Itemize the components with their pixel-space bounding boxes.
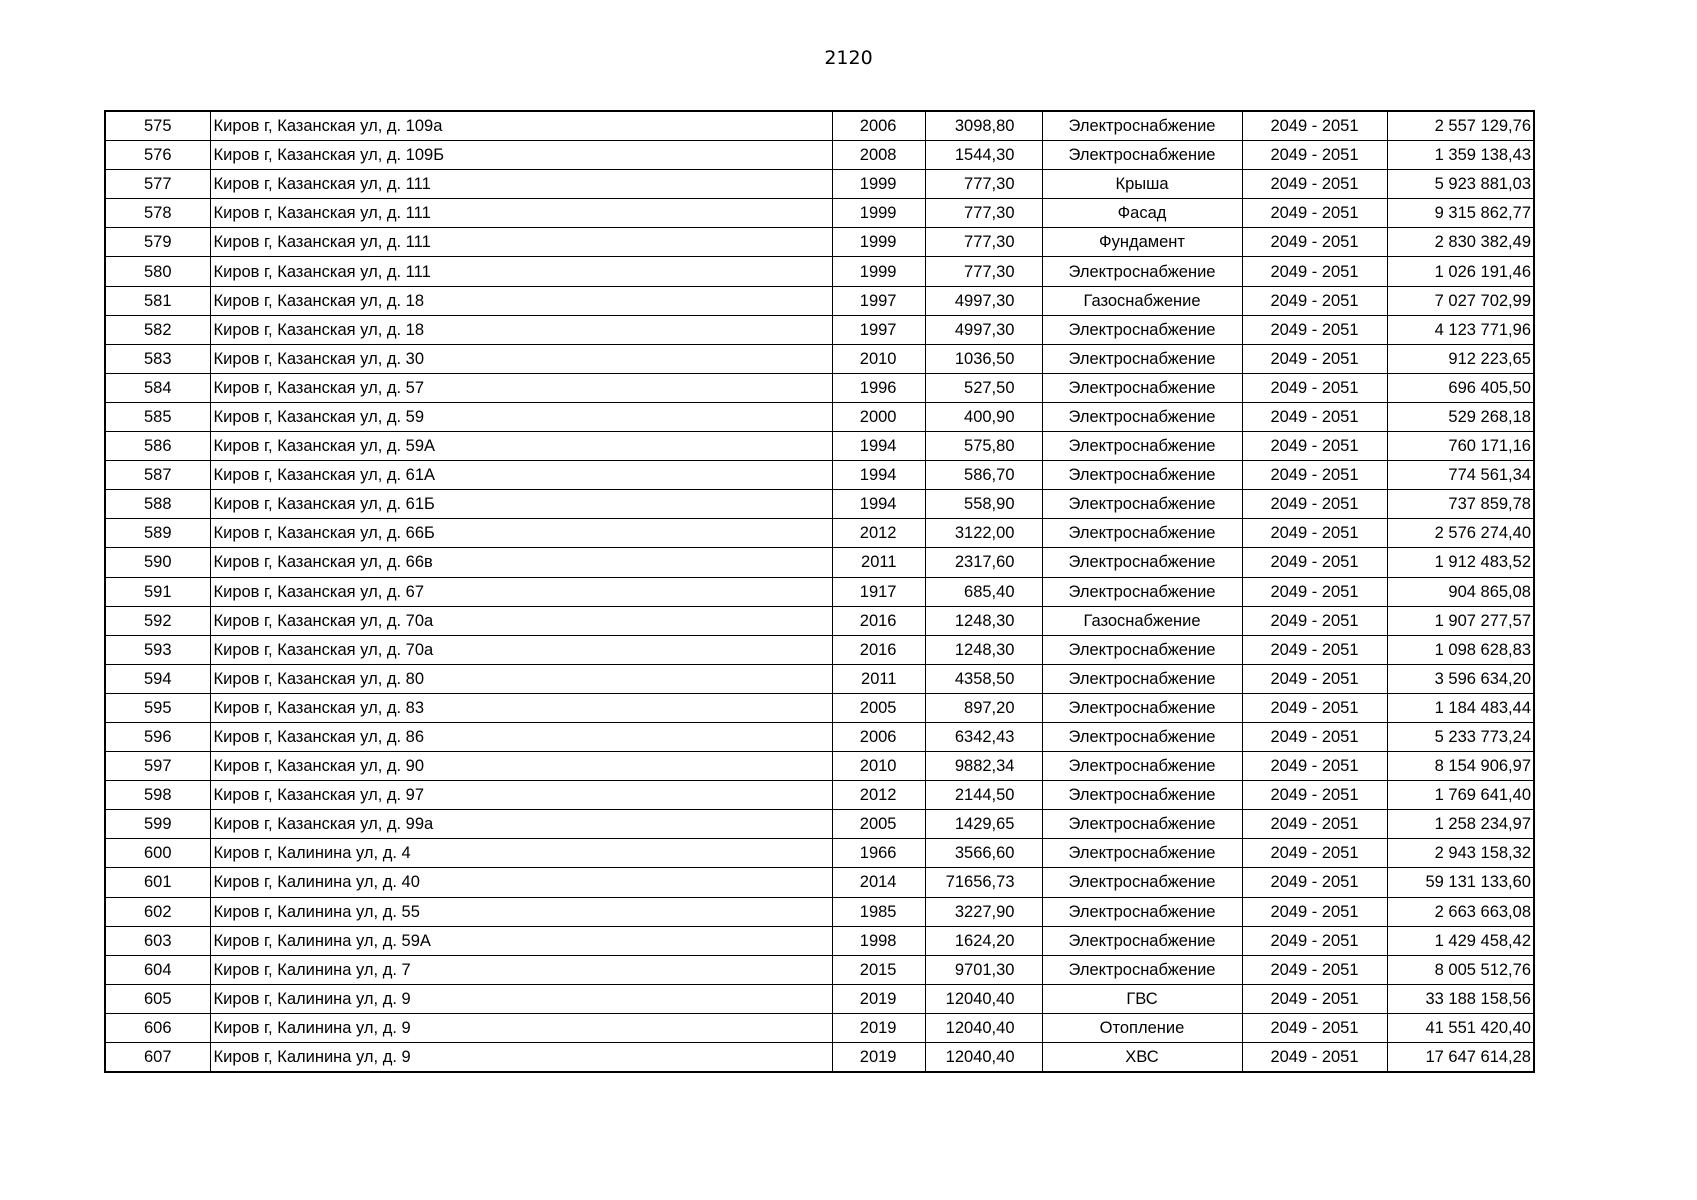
work-type-cell: Электроснабжение [1042, 635, 1242, 664]
row-number: 595 [105, 693, 210, 722]
address-cell: Киров г, Казанская ул, д. 61Б [210, 490, 832, 519]
period-cell: 2049 - 2051 [1242, 926, 1387, 955]
year-cell: 2012 [832, 781, 925, 810]
address-cell: Киров г, Казанская ул, д. 111 [210, 257, 832, 286]
registry-table-body [105, 111, 1534, 1072]
area-cell: 4997,30 [925, 286, 1042, 315]
work-type-cell: Электроснабжение [1042, 897, 1242, 926]
row-number: 578 [105, 199, 210, 228]
area-cell: 4358,50 [925, 664, 1042, 693]
table-row [105, 170, 1534, 199]
area-cell: 575,80 [925, 432, 1042, 461]
work-type-cell: Газоснабжение [1042, 286, 1242, 315]
work-type-cell: Электроснабжение [1042, 141, 1242, 170]
address-cell: Киров г, Казанская ул, д. 18 [210, 286, 832, 315]
year-cell: 2019 [832, 1013, 925, 1042]
row-number: 583 [105, 344, 210, 373]
cost-cell: 5 233 773,24 [1387, 722, 1534, 751]
area-cell: 586,70 [925, 461, 1042, 490]
row-number: 588 [105, 490, 210, 519]
year-cell: 2019 [832, 984, 925, 1013]
row-number: 581 [105, 286, 210, 315]
cost-cell: 1 912 483,52 [1387, 548, 1534, 577]
period-cell: 2049 - 2051 [1242, 1043, 1387, 1073]
table-row [105, 781, 1534, 810]
row-number: 598 [105, 781, 210, 810]
work-type-cell: Электроснабжение [1042, 461, 1242, 490]
year-cell: 2011 [832, 548, 925, 577]
period-cell: 2049 - 2051 [1242, 693, 1387, 722]
table-row [105, 111, 1534, 141]
period-cell: 2049 - 2051 [1242, 170, 1387, 199]
cost-cell: 59 131 133,60 [1387, 868, 1534, 897]
row-number: 600 [105, 839, 210, 868]
row-number: 593 [105, 635, 210, 664]
table-row [105, 548, 1534, 577]
cost-cell: 904 865,08 [1387, 577, 1534, 606]
cost-cell: 4 123 771,96 [1387, 315, 1534, 344]
work-type-cell: Электроснабжение [1042, 722, 1242, 751]
table-row [105, 693, 1534, 722]
address-cell: Киров г, Казанская ул, д. 59А [210, 432, 832, 461]
period-cell: 2049 - 2051 [1242, 839, 1387, 868]
year-cell: 2016 [832, 635, 925, 664]
table-row [105, 635, 1534, 664]
table-row [105, 199, 1534, 228]
work-type-cell: Электроснабжение [1042, 810, 1242, 839]
address-cell: Киров г, Казанская ул, д. 109а [210, 111, 832, 141]
year-cell: 2005 [832, 810, 925, 839]
address-cell: Киров г, Казанская ул, д. 83 [210, 693, 832, 722]
period-cell: 2049 - 2051 [1242, 432, 1387, 461]
period-cell: 2049 - 2051 [1242, 199, 1387, 228]
year-cell: 1999 [832, 257, 925, 286]
period-cell: 2049 - 2051 [1242, 868, 1387, 897]
cost-cell: 2 576 274,40 [1387, 519, 1534, 548]
cost-cell: 5 923 881,03 [1387, 170, 1534, 199]
work-type-cell: Электроснабжение [1042, 752, 1242, 781]
period-cell: 2049 - 2051 [1242, 752, 1387, 781]
area-cell: 777,30 [925, 228, 1042, 257]
year-cell: 1997 [832, 315, 925, 344]
table-row [105, 955, 1534, 984]
table-row [105, 984, 1534, 1013]
area-cell: 71656,73 [925, 868, 1042, 897]
year-cell: 2015 [832, 955, 925, 984]
address-cell: Киров г, Калинина ул, д. 9 [210, 1043, 832, 1073]
cost-cell: 1 429 458,42 [1387, 926, 1534, 955]
year-cell: 2011 [832, 664, 925, 693]
table-row [105, 315, 1534, 344]
year-cell: 1998 [832, 926, 925, 955]
area-cell: 1429,65 [925, 810, 1042, 839]
cost-cell: 1 026 191,46 [1387, 257, 1534, 286]
row-number: 575 [105, 111, 210, 141]
row-number: 590 [105, 548, 210, 577]
table-row [105, 1013, 1534, 1042]
work-type-cell: Электроснабжение [1042, 839, 1242, 868]
page-number: 2120 [824, 47, 873, 69]
year-cell: 2010 [832, 752, 925, 781]
period-cell: 2049 - 2051 [1242, 461, 1387, 490]
period-cell: 2049 - 2051 [1242, 810, 1387, 839]
row-number: 577 [105, 170, 210, 199]
table-row [105, 373, 1534, 402]
row-number: 585 [105, 402, 210, 431]
row-number: 597 [105, 752, 210, 781]
work-type-cell: Газоснабжение [1042, 606, 1242, 635]
table-row [105, 897, 1534, 926]
address-cell: Киров г, Казанская ул, д. 109Б [210, 141, 832, 170]
row-number: 579 [105, 228, 210, 257]
period-cell: 2049 - 2051 [1242, 577, 1387, 606]
year-cell: 2008 [832, 141, 925, 170]
cost-cell: 1 769 641,40 [1387, 781, 1534, 810]
table-row [105, 577, 1534, 606]
year-cell: 2014 [832, 868, 925, 897]
cost-cell: 2 557 129,76 [1387, 111, 1534, 141]
year-cell: 1999 [832, 170, 925, 199]
address-cell: Киров г, Калинина ул, д. 59А [210, 926, 832, 955]
cost-cell: 2 663 663,08 [1387, 897, 1534, 926]
period-cell: 2049 - 2051 [1242, 664, 1387, 693]
period-cell: 2049 - 2051 [1242, 955, 1387, 984]
year-cell: 2010 [832, 344, 925, 373]
cost-cell: 7 027 702,99 [1387, 286, 1534, 315]
row-number: 599 [105, 810, 210, 839]
row-number: 594 [105, 664, 210, 693]
cost-cell: 737 859,78 [1387, 490, 1534, 519]
row-number: 602 [105, 897, 210, 926]
row-number: 601 [105, 868, 210, 897]
row-number: 603 [105, 926, 210, 955]
address-cell: Киров г, Казанская ул, д. 61А [210, 461, 832, 490]
address-cell: Киров г, Калинина ул, д. 9 [210, 1013, 832, 1042]
row-number: 592 [105, 606, 210, 635]
row-number: 606 [105, 1013, 210, 1042]
area-cell: 12040,40 [925, 1013, 1042, 1042]
table-row [105, 810, 1534, 839]
table-row [105, 519, 1534, 548]
address-cell: Киров г, Казанская ул, д. 67 [210, 577, 832, 606]
work-type-cell: Электроснабжение [1042, 577, 1242, 606]
year-cell: 2019 [832, 1043, 925, 1073]
address-cell: Киров г, Казанская ул, д. 70а [210, 635, 832, 664]
period-cell: 2049 - 2051 [1242, 722, 1387, 751]
area-cell: 2144,50 [925, 781, 1042, 810]
area-cell: 777,30 [925, 257, 1042, 286]
table-row [105, 490, 1534, 519]
year-cell: 1985 [832, 897, 925, 926]
period-cell: 2049 - 2051 [1242, 1013, 1387, 1042]
row-number: 605 [105, 984, 210, 1013]
period-cell: 2049 - 2051 [1242, 315, 1387, 344]
work-type-cell: Электроснабжение [1042, 519, 1242, 548]
period-cell: 2049 - 2051 [1242, 286, 1387, 315]
year-cell: 2006 [832, 111, 925, 141]
work-type-cell: ГВС [1042, 984, 1242, 1013]
period-cell: 2049 - 2051 [1242, 548, 1387, 577]
registry-table [104, 110, 1535, 1073]
area-cell: 12040,40 [925, 1043, 1042, 1073]
table-row [105, 868, 1534, 897]
area-cell: 685,40 [925, 577, 1042, 606]
table-row [105, 1043, 1534, 1073]
table-row [105, 141, 1534, 170]
address-cell: Киров г, Калинина ул, д. 40 [210, 868, 832, 897]
year-cell: 1999 [832, 228, 925, 257]
work-type-cell: Электроснабжение [1042, 693, 1242, 722]
address-cell: Киров г, Казанская ул, д. 111 [210, 170, 832, 199]
cost-cell: 529 268,18 [1387, 402, 1534, 431]
year-cell: 1997 [832, 286, 925, 315]
period-cell: 2049 - 2051 [1242, 781, 1387, 810]
cost-cell: 2 943 158,32 [1387, 839, 1534, 868]
address-cell: Киров г, Казанская ул, д. 86 [210, 722, 832, 751]
address-cell: Киров г, Калинина ул, д. 9 [210, 984, 832, 1013]
area-cell: 12040,40 [925, 984, 1042, 1013]
period-cell: 2049 - 2051 [1242, 519, 1387, 548]
cost-cell: 3 596 634,20 [1387, 664, 1534, 693]
work-type-cell: ХВС [1042, 1043, 1242, 1073]
address-cell: Киров г, Казанская ул, д. 57 [210, 373, 832, 402]
work-type-cell: Отопление [1042, 1013, 1242, 1042]
year-cell: 2000 [832, 402, 925, 431]
area-cell: 777,30 [925, 170, 1042, 199]
area-cell: 3122,00 [925, 519, 1042, 548]
row-number: 589 [105, 519, 210, 548]
cost-cell: 1 098 628,83 [1387, 635, 1534, 664]
cost-cell: 1 184 483,44 [1387, 693, 1534, 722]
work-type-cell: Крыша [1042, 170, 1242, 199]
area-cell: 1544,30 [925, 141, 1042, 170]
area-cell: 897,20 [925, 693, 1042, 722]
year-cell: 2006 [832, 722, 925, 751]
year-cell: 1966 [832, 839, 925, 868]
cost-cell: 760 171,16 [1387, 432, 1534, 461]
table-row [105, 228, 1534, 257]
area-cell: 777,30 [925, 199, 1042, 228]
cost-cell: 9 315 862,77 [1387, 199, 1534, 228]
period-cell: 2049 - 2051 [1242, 490, 1387, 519]
work-type-cell: Электроснабжение [1042, 781, 1242, 810]
cost-cell: 912 223,65 [1387, 344, 1534, 373]
work-type-cell: Электроснабжение [1042, 373, 1242, 402]
cost-cell: 33 188 158,56 [1387, 984, 1534, 1013]
table-row [105, 286, 1534, 315]
period-cell: 2049 - 2051 [1242, 402, 1387, 431]
work-type-cell: Электроснабжение [1042, 344, 1242, 373]
period-cell: 2049 - 2051 [1242, 606, 1387, 635]
work-type-cell: Электроснабжение [1042, 402, 1242, 431]
table-row [105, 926, 1534, 955]
row-number: 604 [105, 955, 210, 984]
year-cell: 2016 [832, 606, 925, 635]
year-cell: 1994 [832, 461, 925, 490]
table-row [105, 752, 1534, 781]
row-number: 587 [105, 461, 210, 490]
cost-cell: 8 154 906,97 [1387, 752, 1534, 781]
area-cell: 3566,60 [925, 839, 1042, 868]
area-cell: 1248,30 [925, 635, 1042, 664]
table-row [105, 461, 1534, 490]
address-cell: Киров г, Казанская ул, д. 66Б [210, 519, 832, 548]
row-number: 582 [105, 315, 210, 344]
address-cell: Киров г, Казанская ул, д. 18 [210, 315, 832, 344]
area-cell: 3227,90 [925, 897, 1042, 926]
table-row [105, 257, 1534, 286]
row-number: 596 [105, 722, 210, 751]
area-cell: 400,90 [925, 402, 1042, 431]
table-row [105, 606, 1534, 635]
address-cell: Киров г, Казанская ул, д. 111 [210, 228, 832, 257]
period-cell: 2049 - 2051 [1242, 984, 1387, 1013]
address-cell: Киров г, Казанская ул, д. 66в [210, 548, 832, 577]
year-cell: 1996 [832, 373, 925, 402]
row-number: 607 [105, 1043, 210, 1073]
address-cell: Киров г, Казанская ул, д. 59 [210, 402, 832, 431]
area-cell: 6342,43 [925, 722, 1042, 751]
cost-cell: 2 830 382,49 [1387, 228, 1534, 257]
address-cell: Киров г, Казанская ул, д. 97 [210, 781, 832, 810]
year-cell: 2012 [832, 519, 925, 548]
row-number: 586 [105, 432, 210, 461]
work-type-cell: Электроснабжение [1042, 868, 1242, 897]
period-cell: 2049 - 2051 [1242, 344, 1387, 373]
cost-cell: 1 907 277,57 [1387, 606, 1534, 635]
table-row [105, 402, 1534, 431]
address-cell: Киров г, Казанская ул, д. 99а [210, 810, 832, 839]
work-type-cell: Фасад [1042, 199, 1242, 228]
year-cell: 1917 [832, 577, 925, 606]
address-cell: Киров г, Казанская ул, д. 90 [210, 752, 832, 781]
cost-cell: 696 405,50 [1387, 373, 1534, 402]
table-row [105, 432, 1534, 461]
row-number: 580 [105, 257, 210, 286]
cost-cell: 41 551 420,40 [1387, 1013, 1534, 1042]
period-cell: 2049 - 2051 [1242, 373, 1387, 402]
cost-cell: 8 005 512,76 [1387, 955, 1534, 984]
work-type-cell: Электроснабжение [1042, 664, 1242, 693]
address-cell: Киров г, Калинина ул, д. 55 [210, 897, 832, 926]
period-cell: 2049 - 2051 [1242, 228, 1387, 257]
area-cell: 1248,30 [925, 606, 1042, 635]
year-cell: 2005 [832, 693, 925, 722]
work-type-cell: Электроснабжение [1042, 955, 1242, 984]
address-cell: Киров г, Казанская ул, д. 30 [210, 344, 832, 373]
address-cell: Киров г, Калинина ул, д. 7 [210, 955, 832, 984]
row-number: 576 [105, 141, 210, 170]
cost-cell: 1 359 138,43 [1387, 141, 1534, 170]
work-type-cell: Фундамент [1042, 228, 1242, 257]
area-cell: 558,90 [925, 490, 1042, 519]
period-cell: 2049 - 2051 [1242, 257, 1387, 286]
work-type-cell: Электроснабжение [1042, 432, 1242, 461]
table-row [105, 839, 1534, 868]
cost-cell: 17 647 614,28 [1387, 1043, 1534, 1073]
table-row [105, 344, 1534, 373]
table-row [105, 722, 1534, 751]
area-cell: 9701,30 [925, 955, 1042, 984]
work-type-cell: Электроснабжение [1042, 111, 1242, 141]
work-type-cell: Электроснабжение [1042, 315, 1242, 344]
year-cell: 1994 [832, 432, 925, 461]
address-cell: Киров г, Казанская ул, д. 111 [210, 199, 832, 228]
year-cell: 1999 [832, 199, 925, 228]
cost-cell: 774 561,34 [1387, 461, 1534, 490]
address-cell: Киров г, Калинина ул, д. 4 [210, 839, 832, 868]
area-cell: 527,50 [925, 373, 1042, 402]
work-type-cell: Электроснабжение [1042, 548, 1242, 577]
area-cell: 4997,30 [925, 315, 1042, 344]
period-cell: 2049 - 2051 [1242, 635, 1387, 664]
area-cell: 1624,20 [925, 926, 1042, 955]
period-cell: 2049 - 2051 [1242, 897, 1387, 926]
row-number: 584 [105, 373, 210, 402]
area-cell: 3098,80 [925, 111, 1042, 141]
year-cell: 1994 [832, 490, 925, 519]
address-cell: Киров г, Казанская ул, д. 80 [210, 664, 832, 693]
area-cell: 9882,34 [925, 752, 1042, 781]
table-row [105, 664, 1534, 693]
work-type-cell: Электроснабжение [1042, 490, 1242, 519]
work-type-cell: Электроснабжение [1042, 926, 1242, 955]
area-cell: 1036,50 [925, 344, 1042, 373]
area-cell: 2317,60 [925, 548, 1042, 577]
work-type-cell: Электроснабжение [1042, 257, 1242, 286]
cost-cell: 1 258 234,97 [1387, 810, 1534, 839]
address-cell: Киров г, Казанская ул, д. 70а [210, 606, 832, 635]
period-cell: 2049 - 2051 [1242, 141, 1387, 170]
row-number: 591 [105, 577, 210, 606]
period-cell: 2049 - 2051 [1242, 111, 1387, 141]
